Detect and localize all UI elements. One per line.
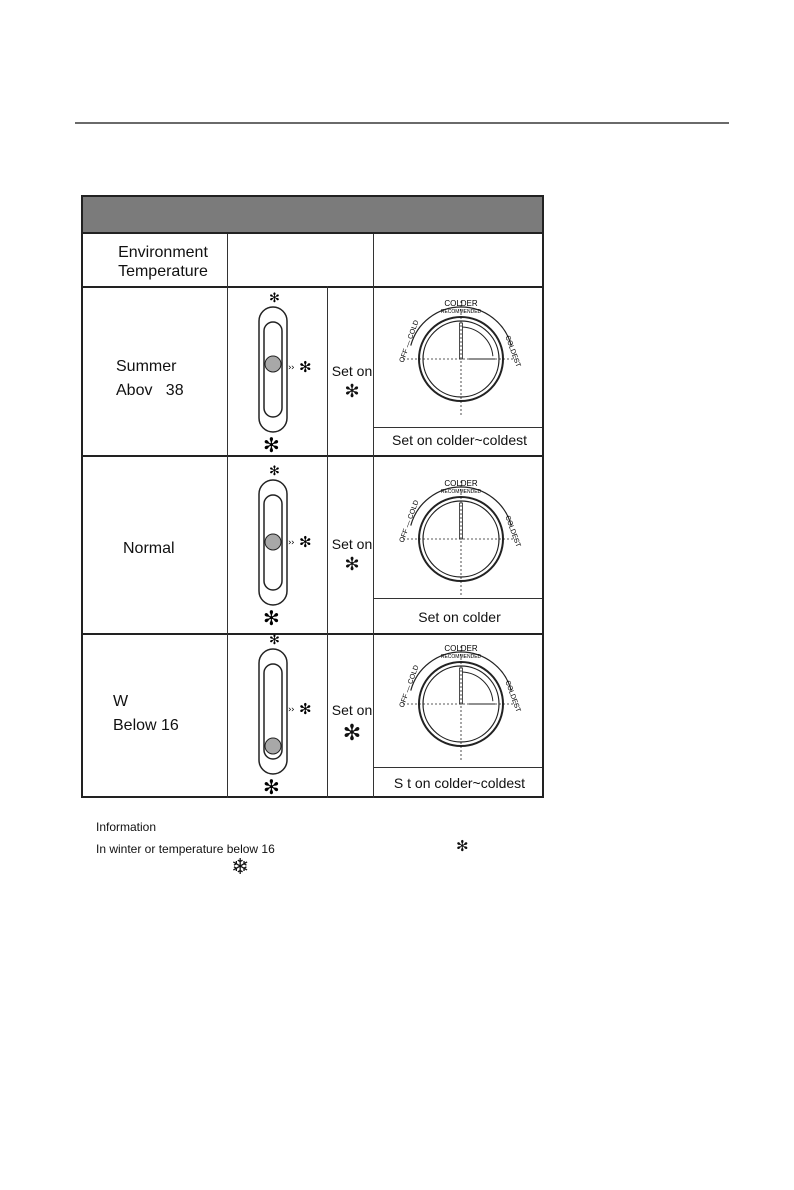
body-divider-1 (227, 286, 228, 798)
dial-coldest-label: COLDEST (503, 679, 522, 714)
row3-dial-label: S t on colder~coldest (393, 775, 526, 791)
row1-setting (329, 362, 375, 402)
row1-slider (253, 292, 295, 462)
small-snowflake-icon: ✻ (344, 554, 360, 574)
slider-top-snowflake-icon: ✻ (269, 633, 280, 648)
dial-coldest-label: COLDEST (503, 334, 522, 369)
dial-colder-label: COLDER (444, 479, 478, 488)
row2-dial (398, 477, 522, 597)
svg-text:›: › (291, 538, 295, 548)
dial-off-cold-label: OFF — COLD (398, 499, 421, 544)
row3-dial-label-line (373, 767, 542, 768)
row2-season: Normal (123, 540, 175, 557)
row1-dial-label: Set on colder~coldest (391, 432, 528, 448)
header-row-bottom (83, 286, 542, 288)
slider-top-snowflake-icon: ✻ (269, 464, 280, 479)
row3-setting-label: Set on (331, 702, 373, 718)
row2-pointer (288, 532, 324, 552)
svg-text:›: › (288, 363, 292, 373)
svg-text:›: › (291, 705, 295, 715)
slider-knob (265, 356, 281, 372)
dial-recommended-label: RECOMMENDED (440, 309, 482, 315)
header-divider-1 (227, 234, 228, 287)
row1-season: Summer Abov 38 (116, 358, 184, 399)
dial-colder-label: COLDER (444, 644, 478, 653)
row1-dial (398, 297, 522, 417)
information-title: Information (96, 820, 157, 834)
dial-range-arc (462, 672, 493, 701)
row2-dial-label-line (373, 598, 542, 599)
large-snowflake-icon: ✻ (342, 720, 362, 745)
slider-bottom-snowflake-icon: ✻ (263, 606, 280, 630)
dial-recommended-label: RECOMMENDED (440, 654, 482, 660)
pointer-snowflake-icon: ✻ (299, 533, 312, 551)
dial-range-arc (462, 327, 493, 356)
header-divider-2 (373, 234, 374, 287)
row2-dial-label: Set on colder (418, 609, 501, 625)
row2-setting (329, 535, 375, 575)
svg-text:›: › (291, 363, 295, 373)
row3-season: W Below 16 (113, 693, 179, 734)
slider-bottom-snowflake-icon: ✻ (263, 775, 280, 799)
small-snowflake-icon: ✻ (344, 381, 360, 401)
small-snowflake-icon: ✻ (456, 837, 469, 855)
row3-dial (398, 642, 522, 762)
table-title-bar (83, 197, 542, 234)
pointer-snowflake-icon: ✻ (299, 358, 312, 376)
slider-top-snowflake-icon: ✻ (269, 291, 280, 306)
row2-bottom (83, 633, 542, 635)
top-rule (75, 122, 729, 124)
row1-dial-label-line (373, 427, 542, 428)
dial-recommended-label: RECOMMENDED (440, 489, 482, 495)
row2-setting-label: Set on (331, 536, 373, 552)
row1-setting-label: Set on (331, 363, 373, 379)
row3-slider (253, 634, 295, 804)
pointer-snowflake-icon: ✻ (299, 700, 312, 718)
slider-knob (265, 738, 281, 754)
row3-pointer (288, 699, 324, 719)
dial-coldest-label: COLDEST (503, 514, 522, 549)
body-divider-2 (327, 286, 328, 798)
dial-colder-label: COLDER (444, 299, 478, 308)
dial-off-cold-label: OFF — COLD (398, 319, 421, 364)
svg-text:›: › (288, 705, 292, 715)
row1-pointer (288, 357, 324, 377)
row1-bottom (83, 455, 542, 457)
svg-text:›: › (288, 538, 292, 548)
large-snowflake-icon: ❄ (231, 855, 250, 880)
settings-table (81, 195, 544, 798)
row3-setting (329, 701, 375, 747)
slider-knob (265, 534, 281, 550)
slider-bottom-snowflake-icon: ✻ (263, 433, 280, 457)
information-line1: In winter or temperature below 16 (96, 842, 275, 856)
environment-temperature-header: Environment Temperature (118, 244, 208, 280)
dial-off-cold-label: OFF — COLD (398, 664, 421, 709)
